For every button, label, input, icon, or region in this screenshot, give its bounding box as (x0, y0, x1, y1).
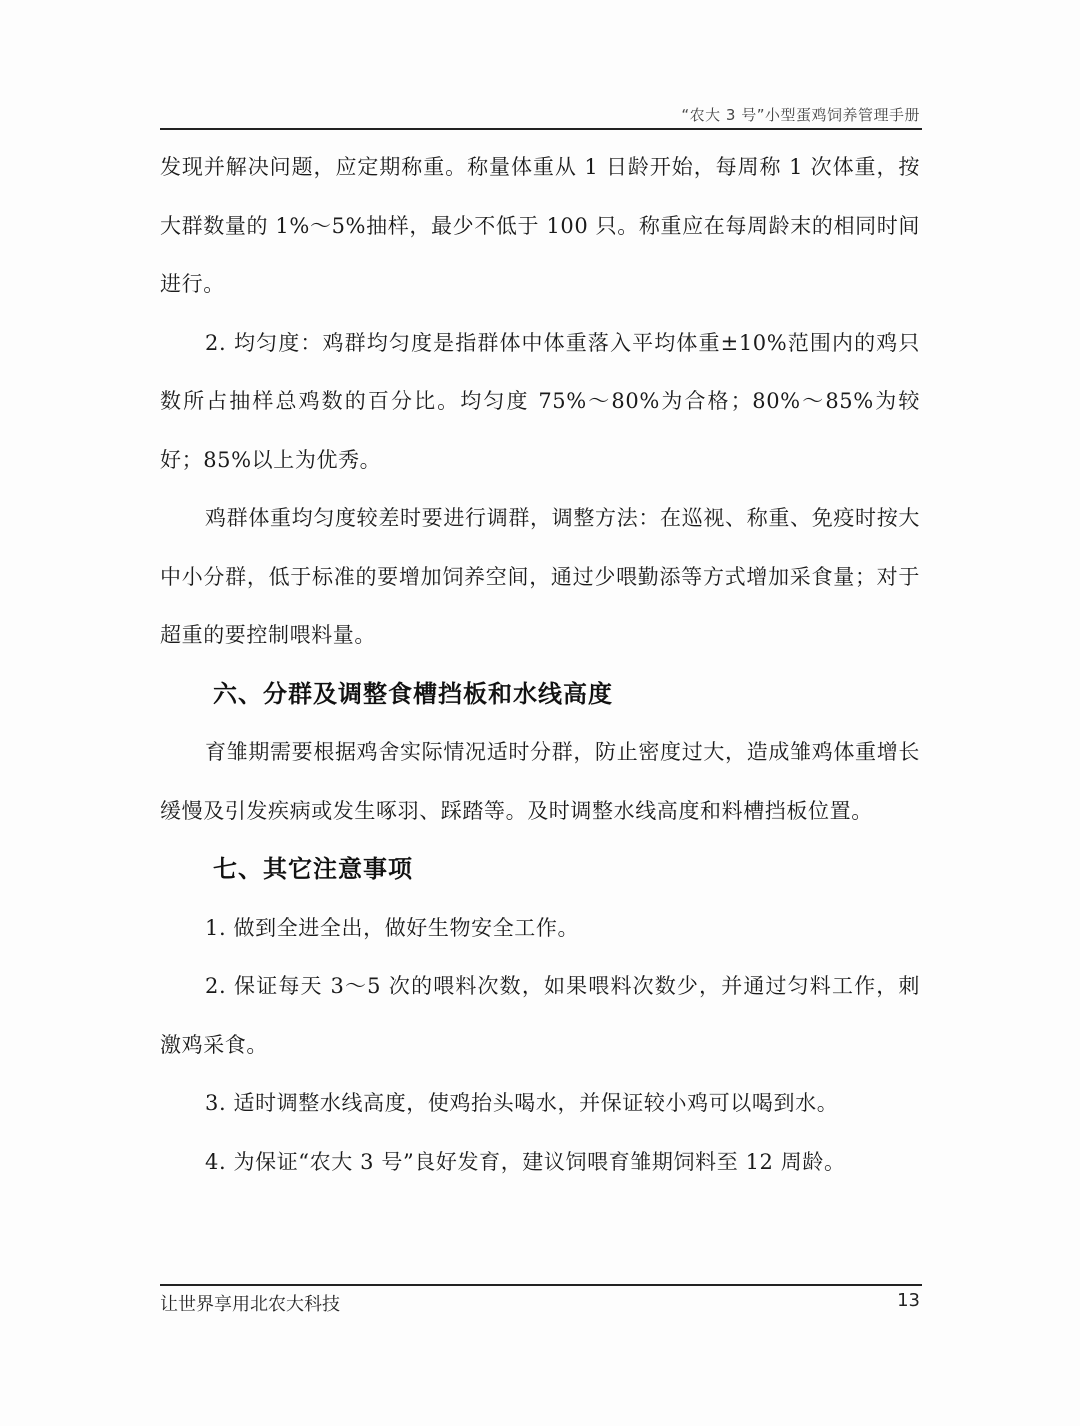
page-number: 13 (897, 1290, 920, 1311)
paragraph-uniformity: 2. 均匀度：鸡群均匀度是指群体中体重落入平均体重±10%范围内的鸡只数所占抽样总鸡数的百分比。均匀度 75%～80%为合格；80%～85%为较好；85%以上为优秀。 (160, 330, 920, 472)
section-heading-other-notes: 七、其它注意事项 (213, 855, 413, 883)
list-item-water-line: 3. 适时调整水线高度，使鸡抬头喝水，并保证较小鸡可以喝到水。 (205, 1091, 839, 1115)
header-divider (160, 128, 922, 130)
page-body (160, 138, 920, 1191)
list-item-all-in-all-out: 1. 做到全进全出，做好生物安全工作。 (205, 915, 580, 940)
running-header: “农大 3 号”小型蛋鸡饲养管理手册 (681, 106, 920, 124)
paragraph-weighing: 发现并解决问题，应定期称重。称量体重从 1 日龄开始，每周称 1 次体重，按大群数量的 1%～5%抽样，最少不低于 100 只。称重应在每周龄末的相同时间进行。 (160, 155, 920, 296)
footer-divider (160, 1284, 922, 1286)
footer-slogan: 让世界享用北农大科技 (160, 1294, 340, 1315)
section-heading-grouping: 六、分群及调整食槽挡板和水线高度 (213, 679, 613, 708)
paragraph-regrouping: 鸡群体重均匀度较差时要进行调群，调整方法：在巡视、称重、免疫时按大中小分群，低于标准的要增加饲养空间，通过少喂勤添等方式增加采食量；对于超重的要控制喂料量。 (160, 506, 920, 647)
list-item-brooding-feed: 4. 为保证“农大 3 号”良好发育，建议饲喂育雏期饲料至 12 周龄。 (205, 1149, 846, 1174)
list-item-feeding-frequency: 2. 保证每天 3～5 次的喂料次数，如果喂料次数少，并通过匀料工作，刺激鸡采食。 (160, 974, 920, 1057)
paragraph-grouping: 育雏期需要根据鸡舍实际情况适时分群，防止密度过大，造成雏鸡体重增长缓慢及引发疾病或发生啄羽、踩踏等。及时调整水线高度和料槽挡板位置。 (160, 740, 920, 823)
